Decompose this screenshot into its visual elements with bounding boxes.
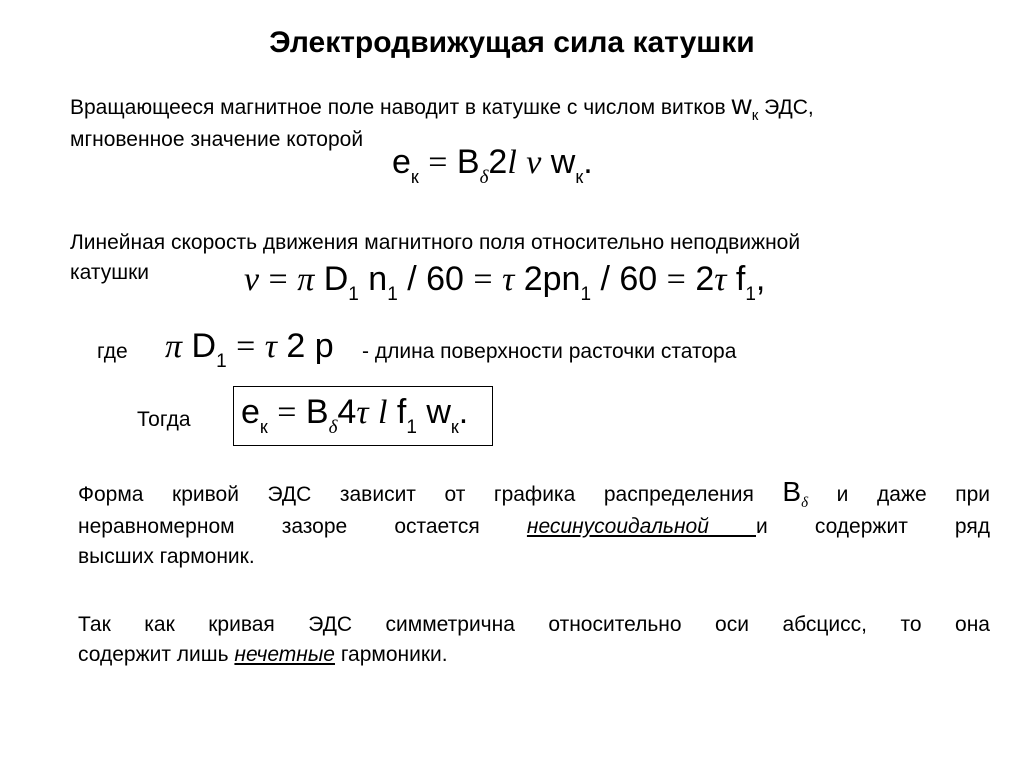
perimeter-description: - длина поверхности расточки статора [362,340,737,363]
intro-text-end: ЭДС, [764,96,814,119]
harmonics-line-2: содержит лишь нечетные гармоники. [78,643,448,666]
label-then: Тогда [137,408,191,431]
intro-text: Вращающееся магнитное поле наводит в катушке с числом витков [70,96,726,119]
turns-var: $w_к$ [731,89,759,124]
formula-emf-final: $e_к = B_\delta 4\tau$ l $f_1$ $w_к$. [241,393,469,438]
velocity-line-1: Линейная скорость движения магнитного поля относительно неподвижной [70,231,801,254]
harmonics-line-1: Так как кривая ЭДС симметрична относительно оси абсцисс, то она [78,613,990,636]
intro-line-1 [70,90,990,125]
formula-perimeter: π $D_1 = \tau$ 2 p [165,327,334,372]
paragraph-waveform [78,477,990,572]
label-where: где [97,340,128,363]
velocity-line-2: катушки [70,261,149,284]
page-title: Электродвижущая сила катушки [269,26,755,59]
formula-emf-instant: $e_к = B_\delta 2l$ v $w_к$. [392,143,593,188]
formula-velocity: v = π $D_1$ $n_1 / 60 = \tau$ $2pn_1 / 60 = 2\tau$ $f_1$, [244,260,766,305]
intro-line-2: мгновенное значение которой [70,128,364,151]
waveform-line-2: неравномерном зазоре остается несинусоидальной и содержит ряд [78,515,990,538]
flux-density-var: $B_\delta$ [782,476,809,511]
emphasis-nonsinusoidal: несинусоидальной [526,515,756,538]
paragraph-harmonics [78,610,990,670]
waveform-line-1: Форма кривой ЭДС зависит от графика распределения $B_\delta$ и даже при [78,476,990,511]
emphasis-odd: нечетные [234,643,335,666]
waveform-line-3: высших гармоник. [78,545,255,568]
